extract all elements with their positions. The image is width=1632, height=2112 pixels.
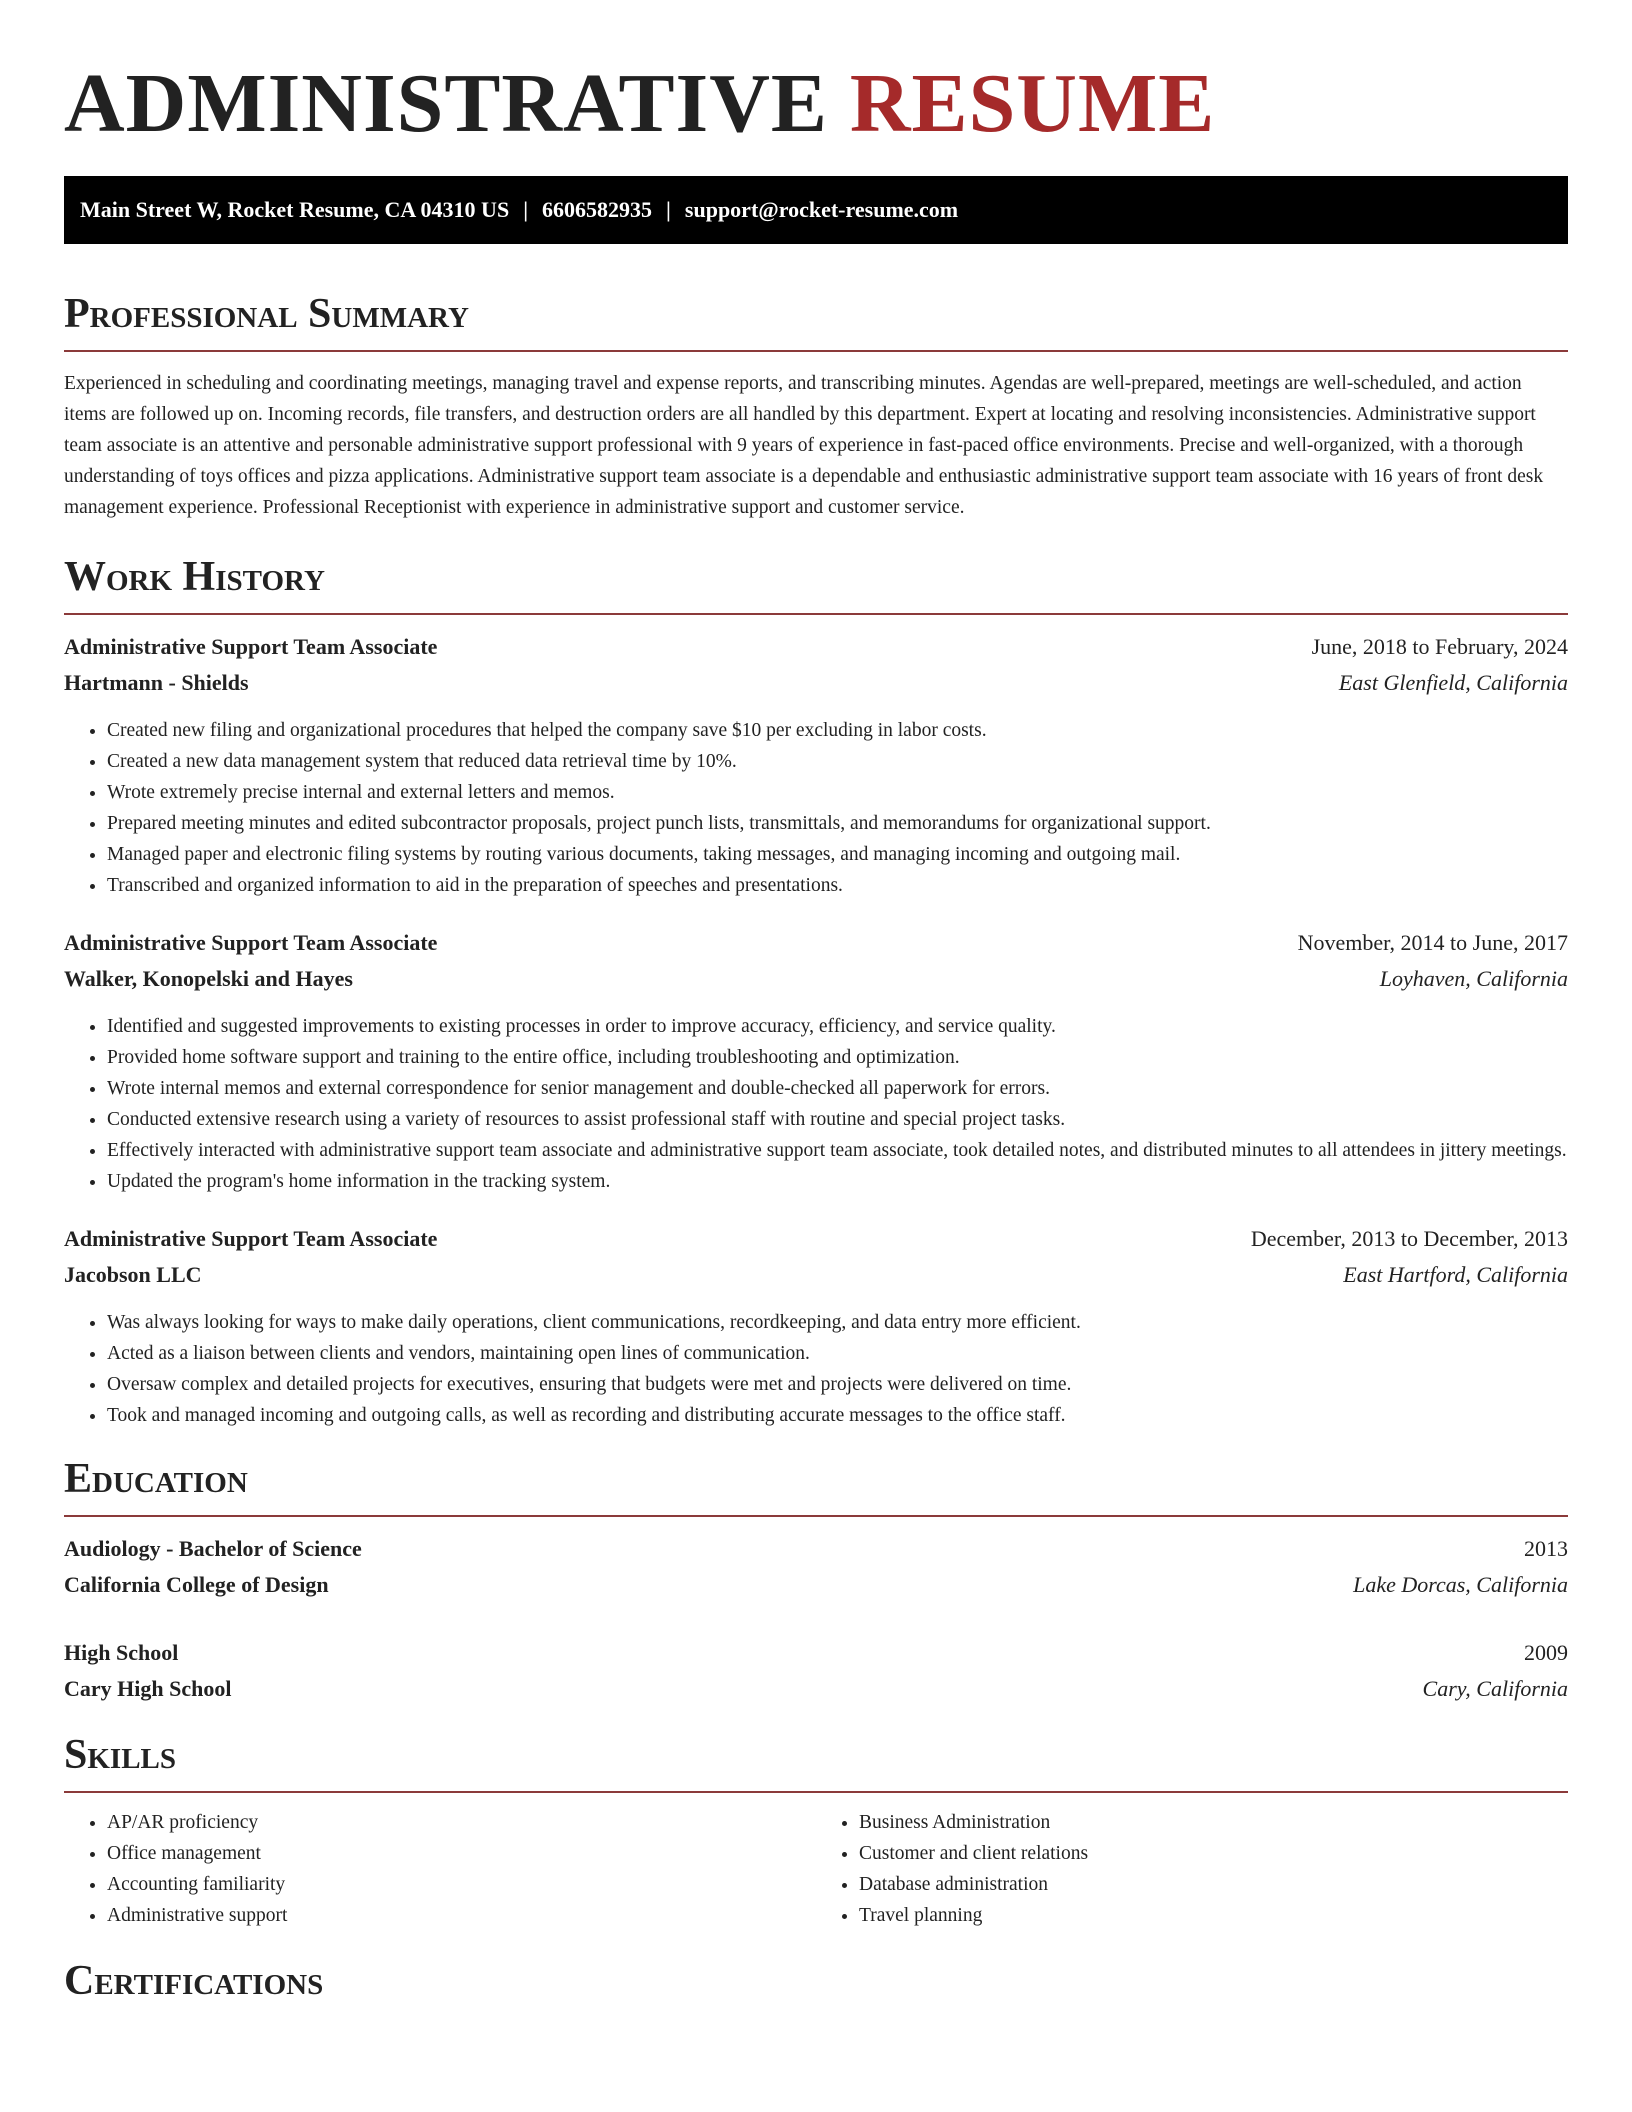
job-title: Administrative Support Team Associate <box>64 1226 438 1251</box>
resume-title <box>64 0 1568 152</box>
job-header-row <box>64 925 1568 961</box>
education-degree: Audiology - Bachelor of Science <box>64 1536 362 1561</box>
job-bullet: • Created a new data management system that reduced data retrieval time by 10%. <box>107 746 1568 777</box>
job-dates: June, 2018 to February, 2024 <box>1311 634 1568 659</box>
job-company: Walker, Konopelski and Hayes <box>64 966 353 991</box>
job-bullet: • Acted as a liaison between clients and vendors, maintaining open lines of communication. <box>107 1338 1568 1369</box>
skill-item: • Customer and client relations <box>859 1838 1568 1869</box>
job-header-row <box>64 1221 1568 1257</box>
skill-item: • Travel planning <box>859 1900 1568 1931</box>
section-heading-summary: Professional Summary <box>64 291 469 337</box>
contact-phone[interactable]: 6606582935 <box>542 197 653 222</box>
job-entry <box>64 1221 1568 1431</box>
title-main: ADMINISTRATIVE <box>64 57 828 150</box>
resume-page <box>64 0 1568 2007</box>
skill-item: • Database administration <box>859 1869 1568 1900</box>
job-entry <box>64 629 1568 901</box>
job-bullet: • Wrote extremely precise internal and external letters and memos. <box>107 777 1568 808</box>
contact-address: Main Street W, Rocket Resume, CA 04310 US <box>80 197 510 222</box>
job-company-row <box>64 665 1568 701</box>
contact-email[interactable]: support@rocket-resume.com <box>684 197 959 222</box>
skill-item: • Accounting familiarity <box>107 1869 816 1900</box>
section-heading-certifications: Certifications <box>64 1958 324 2004</box>
skill-item: • Administrative support <box>107 1900 816 1931</box>
job-location: East Hartford, California <box>1343 1262 1568 1287</box>
education-school: California College of Design <box>64 1572 329 1597</box>
job-company-row <box>64 961 1568 997</box>
education-location: Cary, California <box>1422 1676 1568 1701</box>
skill-item: • Office management <box>107 1838 816 1869</box>
job-bullet: • Effectively interacted with administrative support team associate and administrative support team associate, took detailed notes, and distributed minutes to all attendees in jittery meetings. <box>107 1135 1568 1166</box>
education-entry <box>64 1531 1568 1603</box>
job-company-row <box>64 1257 1568 1293</box>
section-heading-education: Education <box>64 1456 248 1502</box>
education-degree-row <box>64 1531 1568 1567</box>
job-bullet: • Was always looking for ways to make daily operations, client communications, recordkeeping, and data entry more efficient. <box>107 1307 1568 1338</box>
job-bullet: • Wrote internal memos and external correspondence for senior management and double-checked all paperwork for errors. <box>107 1073 1568 1104</box>
section-heading-skills: Skills <box>64 1732 177 1778</box>
skills-column-left <box>64 1807 816 1931</box>
education-section <box>64 1453 1568 1707</box>
job-bullets <box>64 1011 1568 1197</box>
summary-section <box>64 288 1568 523</box>
education-location: Lake Dorcas, California <box>1353 1572 1568 1597</box>
job-bullet: • Managed paper and electronic filing systems by routing various documents, taking messages, and managing incoming and outgoing mail. <box>107 839 1568 870</box>
job-bullet: • Created new filing and organizational procedures that helped the company save $10 per excluding in labor costs. <box>107 715 1568 746</box>
skills-grid <box>64 1807 1568 1931</box>
section-divider <box>64 350 1568 352</box>
education-degree: High School <box>64 1640 179 1665</box>
job-bullet: • Prepared meeting minutes and edited subcontractor proposals, project punch lists, transmittals, and memorandums for organizational support. <box>107 808 1568 839</box>
job-bullet: • Identified and suggested improvements to existing processes in order to improve accuracy, efficiency, and service quality. <box>107 1011 1568 1042</box>
job-bullet: • Provided home software support and training to the entire office, including troubleshooting and optimization. <box>107 1042 1568 1073</box>
education-degree-row <box>64 1635 1568 1671</box>
job-dates: November, 2014 to June, 2017 <box>1297 930 1568 955</box>
job-title: Administrative Support Team Associate <box>64 930 438 955</box>
job-company: Hartmann - Shields <box>64 670 249 695</box>
job-bullet: • Oversaw complex and detailed projects for executives, ensuring that budgets were met and projects were delivered on time. <box>107 1369 1568 1400</box>
work-history-section <box>64 551 1568 1431</box>
contact-bar <box>64 176 1568 244</box>
job-bullet: • Conducted extensive research using a variety of resources to assist professional staff with routine and special project tasks. <box>107 1104 1568 1135</box>
job-bullets <box>64 1307 1568 1431</box>
job-bullets <box>64 715 1568 901</box>
contact-separator: | <box>666 197 671 222</box>
job-bullet: • Took and managed incoming and outgoing calls, as well as recording and distributing accurate messages to the office staff. <box>107 1400 1568 1431</box>
education-school-row <box>64 1567 1568 1603</box>
summary-text: Experienced in scheduling and coordinating meetings, managing travel and expense reports, and transcribing minutes. Agendas are well-prepared, meetings are well-scheduled, and action items are followed up on. Incoming records, file transfers, and destruction orders are all handled by this department. Expert at locating and resolving inconsistencies. Administrative support team associate is an attentive and personable administrative support professional with 9 years of experience in fast-paced office environments. Precise and well-organized, with a thorough understanding of toys offices and pizza applications. Administrative support team associate is a dependable and enthusiastic administrative support team associate with 16 years of front desk management experience. Professional Receptionist with experience in administrative support and customer service. <box>64 373 1544 518</box>
section-heading-work-history: Work History <box>64 554 325 600</box>
title-accent: RESUME <box>849 57 1216 150</box>
job-bullet: • Updated the program's home information in the tracking system. <box>107 1166 1568 1197</box>
job-bullet: • Transcribed and organized information to aid in the preparation of speeches and presentations. <box>107 870 1568 901</box>
education-school-row <box>64 1671 1568 1707</box>
skills-section <box>64 1729 1568 1931</box>
section-divider <box>64 613 1568 615</box>
job-company: Jacobson LLC <box>64 1262 202 1287</box>
education-school: Cary High School <box>64 1676 232 1701</box>
job-location: East Glenfield, California <box>1338 670 1568 695</box>
education-year: 2013 <box>1524 1536 1568 1561</box>
education-year: 2009 <box>1524 1640 1568 1665</box>
contact-separator: | <box>523 197 529 222</box>
section-divider <box>64 1791 1568 1793</box>
job-header-row <box>64 629 1568 665</box>
job-location: Loyhaven, California <box>1379 966 1568 991</box>
skills-column-right <box>816 1807 1568 1931</box>
job-title: Administrative Support Team Associate <box>64 634 438 659</box>
skill-item: • Business Administration <box>859 1807 1568 1838</box>
section-divider <box>64 1515 1568 1517</box>
job-dates: December, 2013 to December, 2013 <box>1250 1226 1568 1251</box>
education-entry <box>64 1635 1568 1707</box>
certifications-section <box>64 1955 1568 2007</box>
skill-item: • AP/AR proficiency <box>107 1807 816 1838</box>
job-entry <box>64 925 1568 1197</box>
